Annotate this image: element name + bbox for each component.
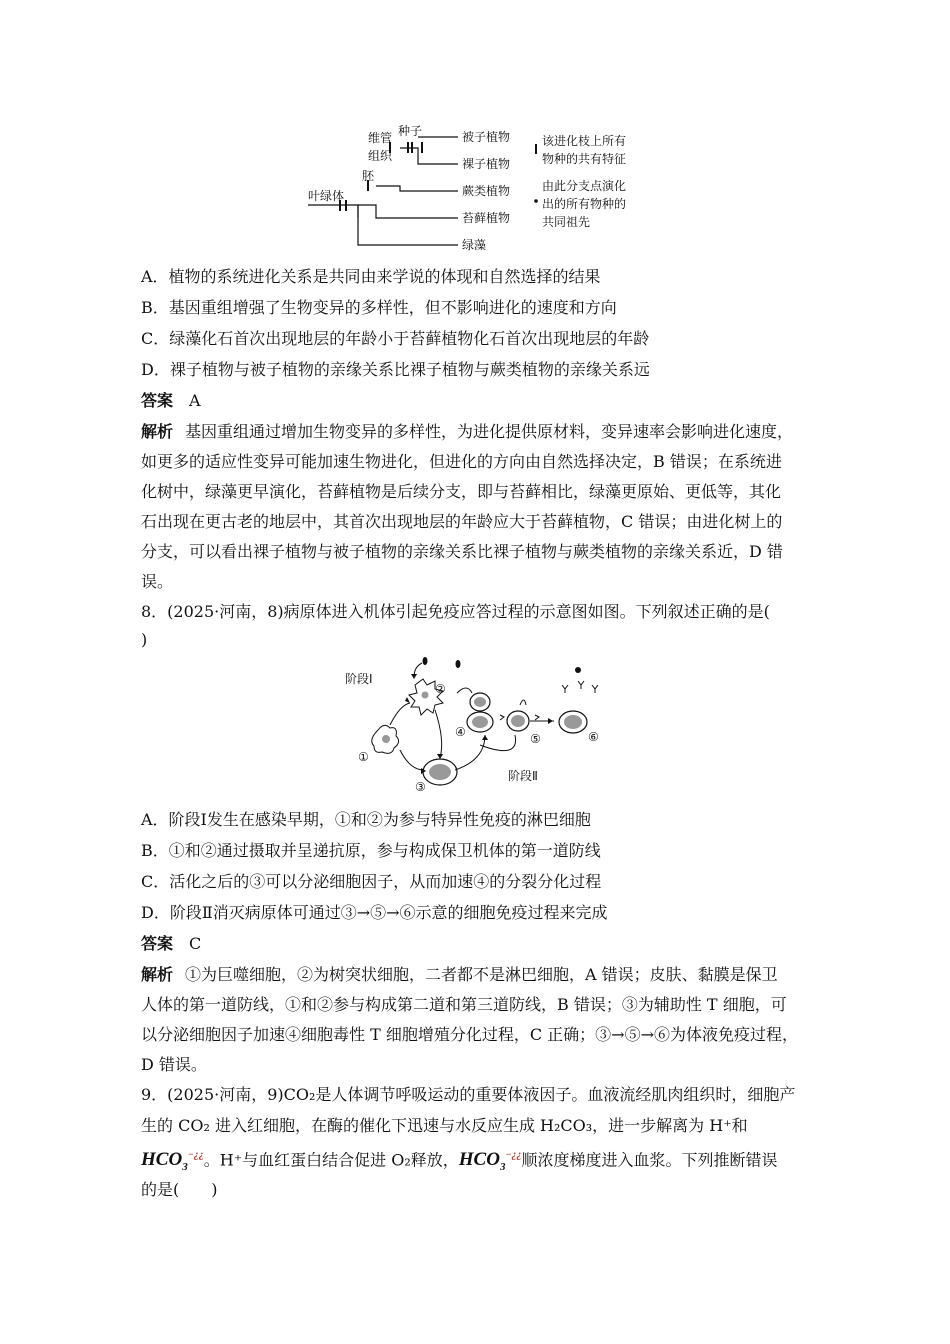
q8-stem-line-2: ): [141, 630, 148, 649]
q9-stem-line-3b: 顺浓度梯度进入血浆。下列推断错误: [521, 1150, 778, 1170]
tree-node-seed: 种子: [398, 124, 423, 138]
q7-explain-line-5: 分支，可以看出裸子植物与被子植物的亲缘关系比裸子植物与蕨类植物的亲缘关系近，D 错: [141, 542, 783, 561]
tree-node-vascular-1: 维管: [368, 131, 393, 145]
marker-4: ④: [455, 725, 466, 739]
q8-answer: [141, 934, 201, 954]
q7-explain-line-2: 如更多的适应性变异可能加速生物进化，但进化的方向由自然选择决定，B 错误；在系统进: [141, 452, 782, 471]
q8-option-b: B．①和②通过摄取并呈递抗原，参与构成保卫机体的第一道防线: [141, 841, 601, 860]
tree-node-embryo: 胚: [362, 169, 375, 183]
q8-option-a: A．阶段Ⅰ发生在感染早期，①和②为参与特异性免疫的淋巴细胞: [141, 810, 591, 829]
marker-2: ②: [435, 682, 446, 696]
q7-option-b: B．基因重组增强了生物变异的多样性，但不影响进化的速度和方向: [141, 298, 617, 317]
immune-response-figure: [340, 655, 620, 795]
q7-option-d: D．裸子植物与被子植物的亲缘关系比裸子植物与蕨类植物的亲缘关系远: [141, 360, 650, 379]
legend-dot-text-1: 由此分支点演化: [542, 179, 627, 193]
q7-explain-line-6: 误。: [141, 572, 174, 591]
q7-answer: [141, 391, 201, 411]
q8-stem-line-1: 8．(2025·河南，8)病原体进入机体引起免疫应答过程的示意图如图。下列叙述正确的是(: [141, 602, 770, 621]
tree-leaf-moss: 苔藓植物: [462, 211, 511, 225]
tree-leaf-angiosperm: 被子植物: [462, 130, 511, 144]
q9-stem-line-1: 9．(2025·河南，9)CO₂是人体调节呼吸运动的重要体液因子。血液流经肌肉组织时，细胞产: [141, 1085, 796, 1104]
legend-bar-text-1: 该进化枝上所有: [542, 134, 627, 148]
q7-answer-value: A: [189, 391, 201, 410]
tree-leaf-green-algae: 绿藻: [462, 238, 487, 252]
q7-explain-label: 解析: [141, 422, 174, 441]
q8-explain-line-1: [141, 965, 778, 985]
q8-answer-value: C: [189, 934, 202, 953]
q8-explain-label: 解析: [141, 965, 174, 984]
legend-bar-text-2: 物种的共有特征: [542, 152, 627, 166]
pathogen-icon: [456, 660, 461, 668]
phylogenetic-tree-figure: [300, 120, 650, 260]
q9-stem-line-4: 的是( ): [141, 1180, 218, 1199]
stage-2-label: 阶段Ⅱ: [508, 769, 538, 783]
bicarbonate-formula-2: $HCO_3^{-¿¿}$: [458, 1149, 522, 1174]
q8-option-d: D．阶段Ⅱ消灭病原体可通过③→⑤→⑥示意的细胞免疫过程来完成: [141, 903, 608, 922]
marker-5: ⑤: [530, 732, 541, 746]
tree-node-vascular-2: 组织: [368, 149, 393, 163]
q8-explain-line-2: 人体的第一道防线，①和②参与构成第二道和第三道防线，B 错误；③为辅助性 T 细胞，可: [141, 995, 787, 1014]
q9-stem-line-3a: 。H⁺与血红蛋白结合促进 O₂释放，: [203, 1150, 459, 1170]
q7-explain-text-1: 基因重组通过增加生物变异的多样性，为进化提供原材料，变异速率会影响进化速度，: [185, 422, 794, 441]
tree-leaf-gymnosperm: 裸子植物: [462, 157, 511, 171]
q8-option-c: C．活化之后的③可以分泌细胞因子，从而加速④的分裂分化过程: [141, 872, 602, 891]
tree-leaf-fern: 蕨类植物: [462, 184, 511, 198]
q9-stem-line-2: 生的 CO₂ 进入红细胞，在酶的催化下迅速与水反应生成 H₂CO₃，进一步解离为 H⁺和: [141, 1116, 748, 1135]
q8-explain-line-3: 以分泌细胞因子加速④细胞毒性 T 细胞增殖分化过程，C 正确；③→⑤→⑥为体液免疫过程，: [141, 1025, 798, 1044]
q7-answer-label: 答案: [141, 391, 174, 410]
stage-1-label: 阶段Ⅰ: [345, 672, 373, 686]
q8-explain-text-1: ①为巨噬细胞，②为树突状细胞，二者都不是淋巴细胞，A 错误；皮肤、黏膜是保卫: [185, 965, 778, 984]
q7-explain-line-3: 化树中，绿藻更早演化，苔藓植物是后续分支，即与苔藓相比，绿藻更原始、更低等，其化: [141, 482, 782, 501]
legend-dot-text-2: 出的所有物种的: [542, 197, 627, 211]
q7-explain-line-4: 石出现在更古老的地层中，其首次出现地层的年龄应大于苔藓植物，C 错误；由进化树上的: [141, 512, 783, 531]
q7-option-c: C．绿藻化石首次出现地层的年龄小于苔藓植物化石首次出现地层的年龄: [141, 329, 650, 348]
marker-3: ③: [415, 780, 426, 794]
q7-explain-line-1: [141, 422, 793, 442]
q8-explain-line-4: D 错误。: [141, 1055, 207, 1074]
legend-dot-text-3: 共同祖先: [542, 215, 591, 229]
q9-stem-line-3: [141, 1146, 778, 1177]
tree-node-chloroplast: 叶绿体: [308, 189, 345, 203]
q8-answer-label: 答案: [141, 934, 174, 953]
marker-6: ⑥: [588, 730, 599, 744]
marker-1: ①: [358, 750, 369, 764]
q7-option-a: A．植物的系统进化关系是共同由来学说的体现和自然选择的结果: [141, 267, 601, 286]
bicarbonate-formula: $HCO_3^{-¿¿}$: [141, 1149, 204, 1174]
pathogen-icon: [423, 657, 428, 665]
